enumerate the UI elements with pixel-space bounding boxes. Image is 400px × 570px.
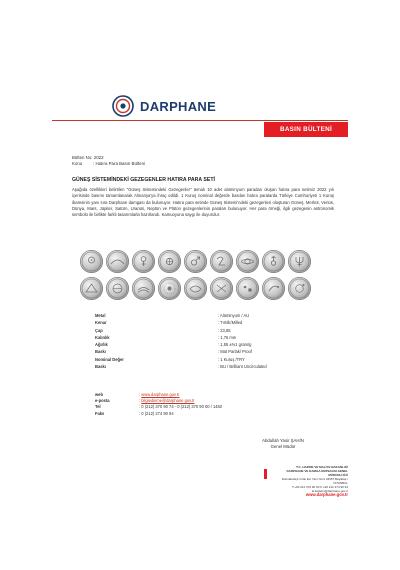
darphane-logo [112, 95, 216, 117]
spec-value: : Mat Parlak/ Proof [218, 349, 252, 355]
spec-row [95, 341, 267, 348]
spec-value: : Tırtıllı/Milled [218, 320, 243, 326]
coin-image [262, 250, 285, 273]
coin-image [184, 277, 207, 300]
coin-image [80, 277, 103, 300]
subject-value: : Hatıra Para Basın Bülteni [93, 161, 145, 166]
signatory-name: Abdullah Yasir ŞAHİN [262, 438, 304, 443]
website-link[interactable]: www.darphane.gov.tr [141, 392, 180, 397]
header-divider [52, 120, 348, 121]
coin-image [184, 250, 207, 273]
fax-value: : 0 (212) 274 90 94 [139, 410, 174, 416]
bulletin-number-value: 2022 [93, 155, 104, 160]
spec-value: : Alüminyum / AU [218, 313, 250, 318]
subject-label: Konu [72, 161, 83, 166]
logo-text: DARPHANE [140, 98, 217, 114]
coin-image [106, 277, 129, 300]
fax-label: Faks [95, 410, 105, 416]
coin-image [158, 277, 181, 300]
spec-value: : 1 Kuruş /TRY [218, 356, 245, 362]
footer-website[interactable]: www.darphane.gov.tr [305, 492, 348, 497]
contact-web-row: web : www.darphane.gov.tr [95, 392, 180, 397]
spec-label: Ağırlık [95, 342, 108, 348]
signatory-role: Genel Müdür [270, 444, 296, 449]
coin-image [80, 250, 103, 273]
footer-phone-line: T:+90 212 370 90 00 F:+90 212 274 90 94 [291, 485, 348, 489]
coin-image [158, 250, 181, 273]
spec-label: Çap [95, 327, 103, 333]
spec-value: : BU / Brilliant Uncirculated [218, 364, 267, 370]
coin-image [236, 277, 259, 300]
darphane-emblem-icon [112, 95, 134, 117]
coin-image [262, 277, 285, 300]
contact-fax-row [95, 411, 222, 417]
subject-row [72, 161, 145, 167]
spec-label: Baskı [95, 364, 106, 370]
spec-label: Kenar [95, 320, 107, 326]
email-label: e-posta [95, 398, 110, 404]
contact-info [95, 392, 222, 417]
bulletin-title: GÜNEŞ SİSTEMİNDEKİ GEZEGENLER HATIRA PARA SETİ [72, 177, 215, 183]
coin-image [236, 250, 259, 273]
footer-email-line: E:iletisim@darphane.gov.tr [312, 489, 348, 493]
press-bulletin-page [52, 95, 348, 497]
footer-accent-bar [264, 469, 267, 479]
spec-value: : 23,85 [218, 327, 231, 333]
coin-image [288, 277, 311, 300]
coin-image [210, 277, 233, 300]
web-label: web [95, 392, 103, 397]
spec-row [95, 356, 267, 363]
footer-address-line: Dolmabahçe Ordu Evi Yanı No:9 34357 Beşiktaş / İSTANBUL [281, 477, 348, 485]
coin-specifications [95, 312, 267, 370]
signature-block [248, 438, 318, 450]
footer-address [270, 465, 348, 497]
spec-row [95, 327, 267, 334]
bulletin-body-text: Aşağıda özellikleri belirtilen "Güneş Sistemindeki Gezegenler" temalı 10 adet alüminyum paradan oluşan hatıra para setimiz 2022 yılı içerisinde basımı tamamlanarak Almanya'ya ihraç edildi. 1 Kuruş nominal değerde basılan hatıra paralarda Türkiye Cumhuriyeti 1 Kuruş ibaresinin yanı sıra Darphane damgası da bulunuyor. Hatıra para setinde Güneş Sistemi'ndeki gezegenleri oluşturan Güneş, Merkür, Venüs, Dünya, Mars, Jüpiter, Satürn, Uranüs, Neptün ve Plüton gezegenlerinin paraları bulunuyor. Her para örneği, ilgili gezegenin astronomik sembolü ile birlikte farklı tasarımlarla hazırlandı. Kamuoyuna saygı ile duyurulur. [72, 187, 334, 218]
bulletin-meta [72, 155, 145, 167]
spec-row [95, 312, 267, 319]
contact-email-row: e-posta : bilgiedinme@darphane.gov.tr [95, 398, 195, 404]
spec-label: Metal [95, 313, 106, 318]
coin-image [106, 250, 129, 273]
coin-image [132, 277, 155, 300]
footer-ministry: T.C. HAZİNE VE MALİYE BAKANLIĞI [296, 465, 348, 469]
footer-directorate: DARPHANE VE DAMGA MATBAASI GENEL MÜDÜRLÜĞÜ [286, 469, 348, 477]
coin-image [210, 250, 233, 273]
bulletin-number-label: Bülten No: [72, 155, 93, 160]
tel-value: : 0 (212) 370 90 74 - 0 (212) 370 90 00 / 1482 [139, 404, 223, 410]
coin-image [132, 250, 155, 273]
email-link[interactable]: bilgiedinme@darphane.gov.tr [141, 398, 195, 404]
spec-row [95, 319, 267, 326]
spec-row [95, 363, 267, 370]
spec-label: Nominal Değer [95, 356, 124, 362]
spec-value: : 1,76 mm [218, 334, 237, 340]
spec-value: : 1,55 ±%1 gram/g [218, 342, 252, 348]
spec-row [95, 334, 267, 341]
coin-image [288, 250, 311, 273]
spec-row [95, 348, 267, 355]
spec-label: Kalınlık [95, 334, 110, 340]
spec-label: Baskı [95, 349, 106, 355]
tel-label: Tel [95, 404, 101, 410]
press-bulletin-badge: BASIN BÜLTENİ [264, 122, 348, 137]
